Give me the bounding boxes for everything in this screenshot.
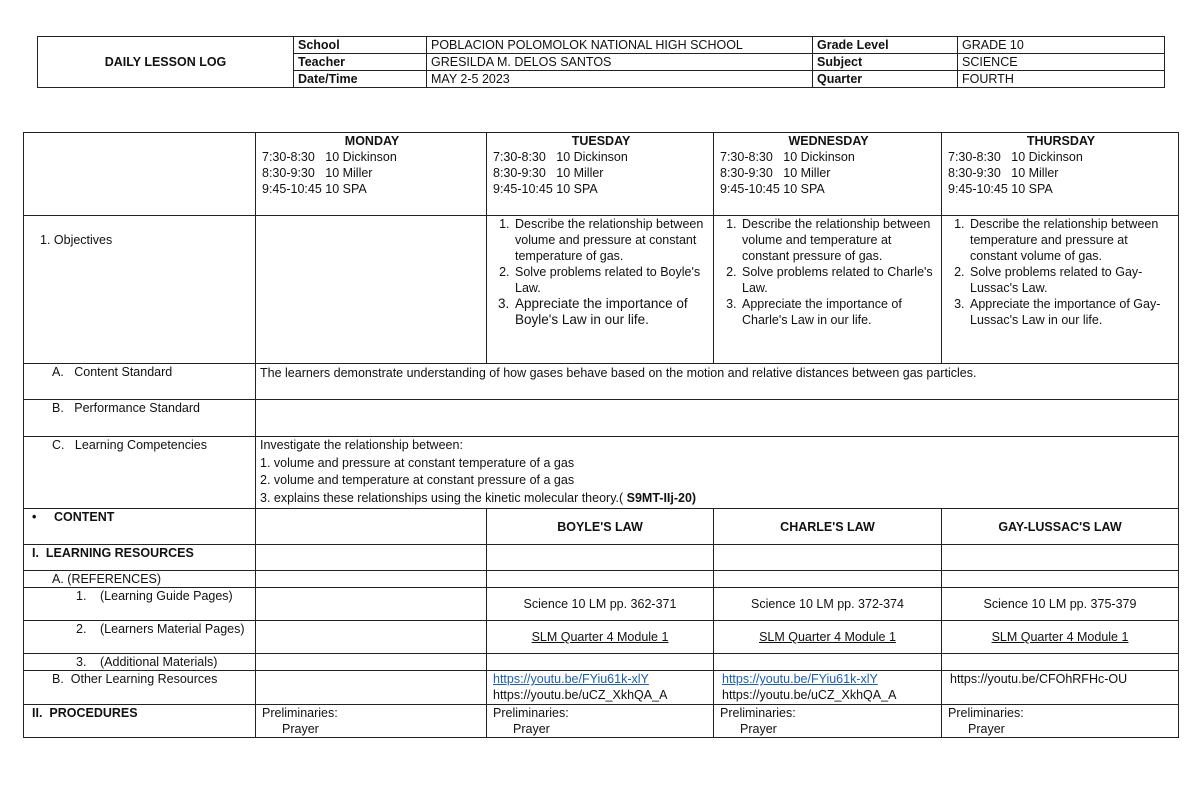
schedule-line: 9:45-10:45 10 SPA [493,182,598,196]
objectives-tuesday [487,216,714,364]
prayer-text: Prayer [740,722,777,736]
schedule-line: 8:30-9:30 10 Miller [720,166,831,180]
quarter-value: FOURTH [958,71,1165,88]
learners-material-label [24,621,256,654]
item-number: 3. [76,655,87,669]
resource-link[interactable]: https://youtu.be/uCZ_XkhQA_A [722,688,897,702]
bullet-icon: • [32,510,37,524]
empty-cell [942,545,1179,571]
empty-cell [714,654,942,671]
objectives-wednesday [714,216,942,364]
objective-item: 2. Solve problems related to Boyle's Law. [513,264,709,296]
content-label [24,509,256,545]
prayer-text: Prayer [513,722,550,736]
resource-link[interactable]: https://youtu.be/FYiu61k-xlY [722,672,878,686]
lg-pages-tuesday: Science 10 LM pp. 362-371 [487,588,714,621]
lm-pages-tuesday[interactable]: SLM Quarter 4 Module 1 [487,621,714,654]
day-name: TUESDAY [571,134,631,148]
lg-pages-wednesday: Science 10 LM pp. 372-374 [714,588,942,621]
competency-item: 2. volume and temperature at constant pressure of a gas [260,473,575,487]
date-time-label: Date/Time [294,71,427,88]
empty-cell [487,654,714,671]
content-thursday: GAY-LUSSAC'S LAW [942,509,1179,545]
lm-pages-thursday[interactable]: SLM Quarter 4 Module 1 [942,621,1179,654]
school-label: School [294,37,427,54]
subject-label: Subject [813,54,958,71]
day-header-monday [256,133,487,216]
item-label: (Learners Material Pages) [100,622,245,636]
empty-cell [714,545,942,571]
date-time-value: MAY 2-5 2023 [427,71,813,88]
day-name: THURSDAY [1026,134,1096,148]
empty-cell [256,545,487,571]
schedule-line: 9:45-10:45 10 SPA [262,182,367,196]
empty-cell [942,654,1179,671]
other-resources-label: B. Other Learning Resources [24,671,256,705]
content-standard-text: The learners demonstrate understanding of how gases behave based on the motion and relative distances between gas particles. [256,364,1179,400]
teacher-value: GRESILDA M. DELOS SANTOS [427,54,813,71]
competency-intro: Investigate the relationship between: [260,438,463,452]
subject-value: SCIENCE [958,54,1165,71]
schedule-line: 8:30-9:30 10 Miller [948,166,1059,180]
performance-standard-label: B. Performance Standard [24,400,256,437]
schedule-line: 8:30-9:30 10 Miller [493,166,604,180]
day-name: WEDNESDAY [788,134,869,148]
resource-link[interactable]: https://youtu.be/CFOhRFHc-OU [950,672,1128,686]
quarter-label: Quarter [813,71,958,88]
objectives-label: 1. Objectives [24,216,256,364]
objective-item: 3. Appreciate the importance of Boyle's Law in our life. [513,296,709,328]
procedures-wednesday [714,705,942,738]
schedule-line: 9:45-10:45 10 SPA [720,182,825,196]
item-label: (Learning Guide Pages) [100,589,233,603]
item-label: (Additional Materials) [100,655,218,669]
preliminaries-text: Preliminaries: [948,706,1024,720]
content-tuesday: BOYLE'S LAW [487,509,714,545]
additional-materials-label [24,654,256,671]
content-standard-label: A. Content Standard [24,364,256,400]
grade-level-value: GRADE 10 [958,37,1165,54]
empty-cell [256,654,487,671]
content-wednesday: CHARLE'S LAW [714,509,942,545]
learning-guide-label [24,588,256,621]
day-name: MONDAY [344,134,400,148]
procedures-monday [256,705,487,738]
item-number: 2. [76,622,87,636]
empty-cell [487,571,714,588]
schedule-line: 7:30-8:30 10 Dickinson [493,150,628,164]
content-monday [256,509,487,545]
prayer-text: Prayer [282,722,319,736]
grade-level-label: Grade Level [813,37,958,54]
day-header-wednesday [714,133,942,216]
lg-pages-thursday: Science 10 LM pp. 375-379 [942,588,1179,621]
objective-item: 3. Appreciate the importance of Gay-Lussac's Law in our life. [968,296,1174,328]
day-header-tuesday [487,133,714,216]
schedule-line: 7:30-8:30 10 Dickinson [262,150,397,164]
objective-item: 2. Solve problems related to Gay-Lussac's Law. [968,264,1174,296]
lm-pages-wednesday[interactable]: SLM Quarter 4 Module 1 [714,621,942,654]
log-title: DAILY LESSON LOG [38,37,294,88]
lesson-table [23,132,1179,738]
teacher-label: Teacher [294,54,427,71]
empty-cell [714,571,942,588]
preliminaries-text: Preliminaries: [262,706,338,720]
schedule-line: 7:30-8:30 10 Dickinson [948,150,1083,164]
schedule-line: 7:30-8:30 10 Dickinson [720,150,855,164]
objective-item: 1. Describe the relationship between volume and pressure at constant temperature of gas. [513,216,709,264]
preliminaries-text: Preliminaries: [493,706,569,720]
schedule-line: 8:30-9:30 10 Miller [262,166,373,180]
competency-item: 1. volume and pressure at constant temperature of a gas [260,455,575,470]
empty-cell [942,571,1179,588]
performance-standard-text [256,400,1179,437]
empty-cell [256,671,487,705]
competency-item [260,490,1174,508]
content-label-text: CONTENT [54,510,115,524]
learning-resources-label: I. LEARNING RESOURCES [24,545,256,571]
objective-item: 3. Appreciate the importance of Charle's Law in our life. [740,296,937,328]
objectives-thursday [942,216,1179,364]
objective-item: 1. Describe the relationship between volume and temperature at constant pressure of gas. [740,216,937,264]
competency-text: 3. explains these relationships using the kinetic molecular theory.( [260,490,624,505]
competency-code: S9MT-IIj-20) [626,490,697,505]
empty-cell [256,571,487,588]
school-value: POBLACION POLOMOLOK NATIONAL HIGH SCHOOL [427,37,813,54]
empty-cell [256,621,487,654]
empty-corner-cell [24,133,256,216]
procedures-label: II. PROCEDURES [24,705,256,738]
procedures-thursday [942,705,1179,738]
other-resources-wednesday [714,671,942,705]
learning-competencies-text [256,437,1179,509]
other-resources-tuesday [487,671,714,705]
procedures-tuesday [487,705,714,738]
objective-item: 2. Solve problems related to Charle's Law. [740,264,937,296]
empty-cell [256,588,487,621]
prayer-text: Prayer [968,722,1005,736]
day-header-thursday [942,133,1179,216]
resource-link[interactable]: https://youtu.be/uCZ_XkhQA_A [493,688,668,702]
learning-competencies-label: C. Learning Competencies [24,437,256,509]
objectives-monday [256,216,487,364]
objective-item: 1. Describe the relationship between temperature and pressure at constant volume of gas. [968,216,1174,264]
schedule-line: 9:45-10:45 10 SPA [948,182,1053,196]
item-number: 1. [76,589,87,603]
empty-cell [487,545,714,571]
resource-link[interactable]: https://youtu.be/FYiu61k-xlY [493,672,649,686]
other-resources-thursday [942,671,1179,705]
header-table [37,36,1165,88]
preliminaries-text: Preliminaries: [720,706,796,720]
references-label: A. (REFERENCES) [24,571,256,588]
